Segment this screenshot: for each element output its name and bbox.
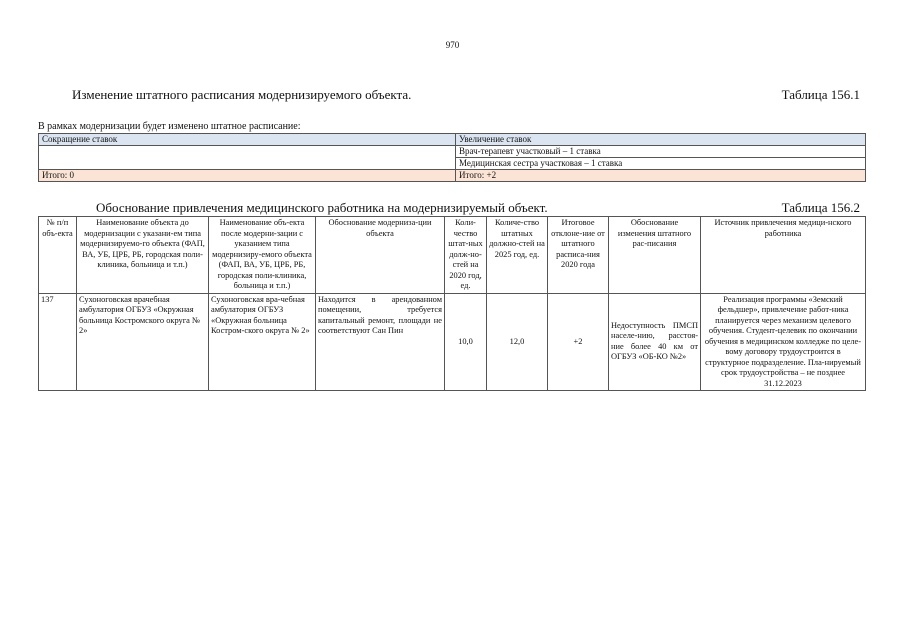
row-after: Сухоноговская вра-чебная амбулатория ОГБУЗ «Окружная больница Костром-ского округа № 2» [209, 293, 316, 391]
increase-item: Врач-терапевт участковый – 1 ставка [456, 146, 866, 158]
header-staff-2020: Коли-чество штат-ных долж-но-стей на 2020 год, ед. [445, 217, 487, 294]
row-num: 137 [39, 293, 77, 391]
reduce-cell [39, 146, 456, 158]
table-row [39, 158, 866, 170]
table1-intro: В рамках модернизации будет изменено штатное расписание: [38, 121, 301, 132]
row-deviation: +2 [548, 293, 609, 391]
increase-header: Увеличение ставок [456, 134, 866, 146]
total-reduce: Итого: 0 [39, 170, 456, 182]
header-after: Наименование объ-екта после модерни-зации с указанием типа модернизиру-емого объекта (ФАП, ВА, УБ, ЦРБ, РБ, городская поли-клиника, больница и т.п.) [209, 217, 316, 294]
total-increase: Итого: +2 [456, 170, 866, 182]
header-source: Источник привлечения медици-нского работника [701, 217, 866, 294]
staffing-change-table [38, 133, 866, 182]
reduce-cell [39, 158, 456, 170]
table1-number: Таблица 156.1 [781, 87, 860, 102]
header-deviation: Итоговое отклоне-ние от штатного расписа-ния 2020 года [548, 217, 609, 294]
header-reason: Обоснование модерниза-ции объекта [316, 217, 445, 294]
page-number: 970 [445, 40, 460, 50]
header-change-reason: Обоснование изменения штатного рас-писания [609, 217, 701, 294]
row-source: Реализация программы «Земский фельдшер», привлечение работ-ника планируется через механизм целевого обучения. Студент-целевик по окончании обучения в медицинском колледже по целе-вому договору трудоустроится в структурное подразделение. Пла-нируемый срок трудоустройства – не позднее 31.12.2023 [701, 293, 866, 391]
increase-item: Медицинская сестра участковая – 1 ставка [456, 158, 866, 170]
worker-justification-table [38, 216, 866, 391]
header-staff-2025: Количе-ство штатных должно-стей на 2025 год, ед. [487, 217, 548, 294]
row-reason: Находится в арендованном помещении, требуется капитальный ремонт, площади не соответствуют Сан Пин [316, 293, 445, 391]
table2-number: Таблица 156.2 [781, 200, 860, 215]
table2-caption: Обоснование привлечения медицинского работника на модернизируемый объект. [96, 200, 548, 215]
reduce-header: Сокращение ставок [39, 134, 456, 146]
table-row [39, 293, 866, 391]
table1-caption: Изменение штатного расписания модернизируемого объекта. [72, 87, 412, 102]
row-change-reason: Недоступность ПМСП населе-нию, расстоя-ние более 40 км от ОГБУЗ «ОБ-КО №2» [609, 293, 701, 391]
table2-header-row [39, 217, 866, 294]
row-staff-2020: 10,0 [445, 293, 487, 391]
row-staff-2025: 12,0 [487, 293, 548, 391]
table1-total-row [39, 170, 866, 182]
header-before: Наименование объекта до модернизации с указани-ем типа модернизируемо-го объекта (ФАП, ВА, УБ, ЦРБ, РБ, городская поли-клиника, больница и т.п.) [77, 217, 209, 294]
table1-header-row [39, 134, 866, 146]
row-before: Сухоноговская врачебная амбулатория ОГБУЗ «Окружная больница Костромского округа № 2» [77, 293, 209, 391]
table-row [39, 146, 866, 158]
header-num: № п/п объ-екта [39, 217, 77, 294]
